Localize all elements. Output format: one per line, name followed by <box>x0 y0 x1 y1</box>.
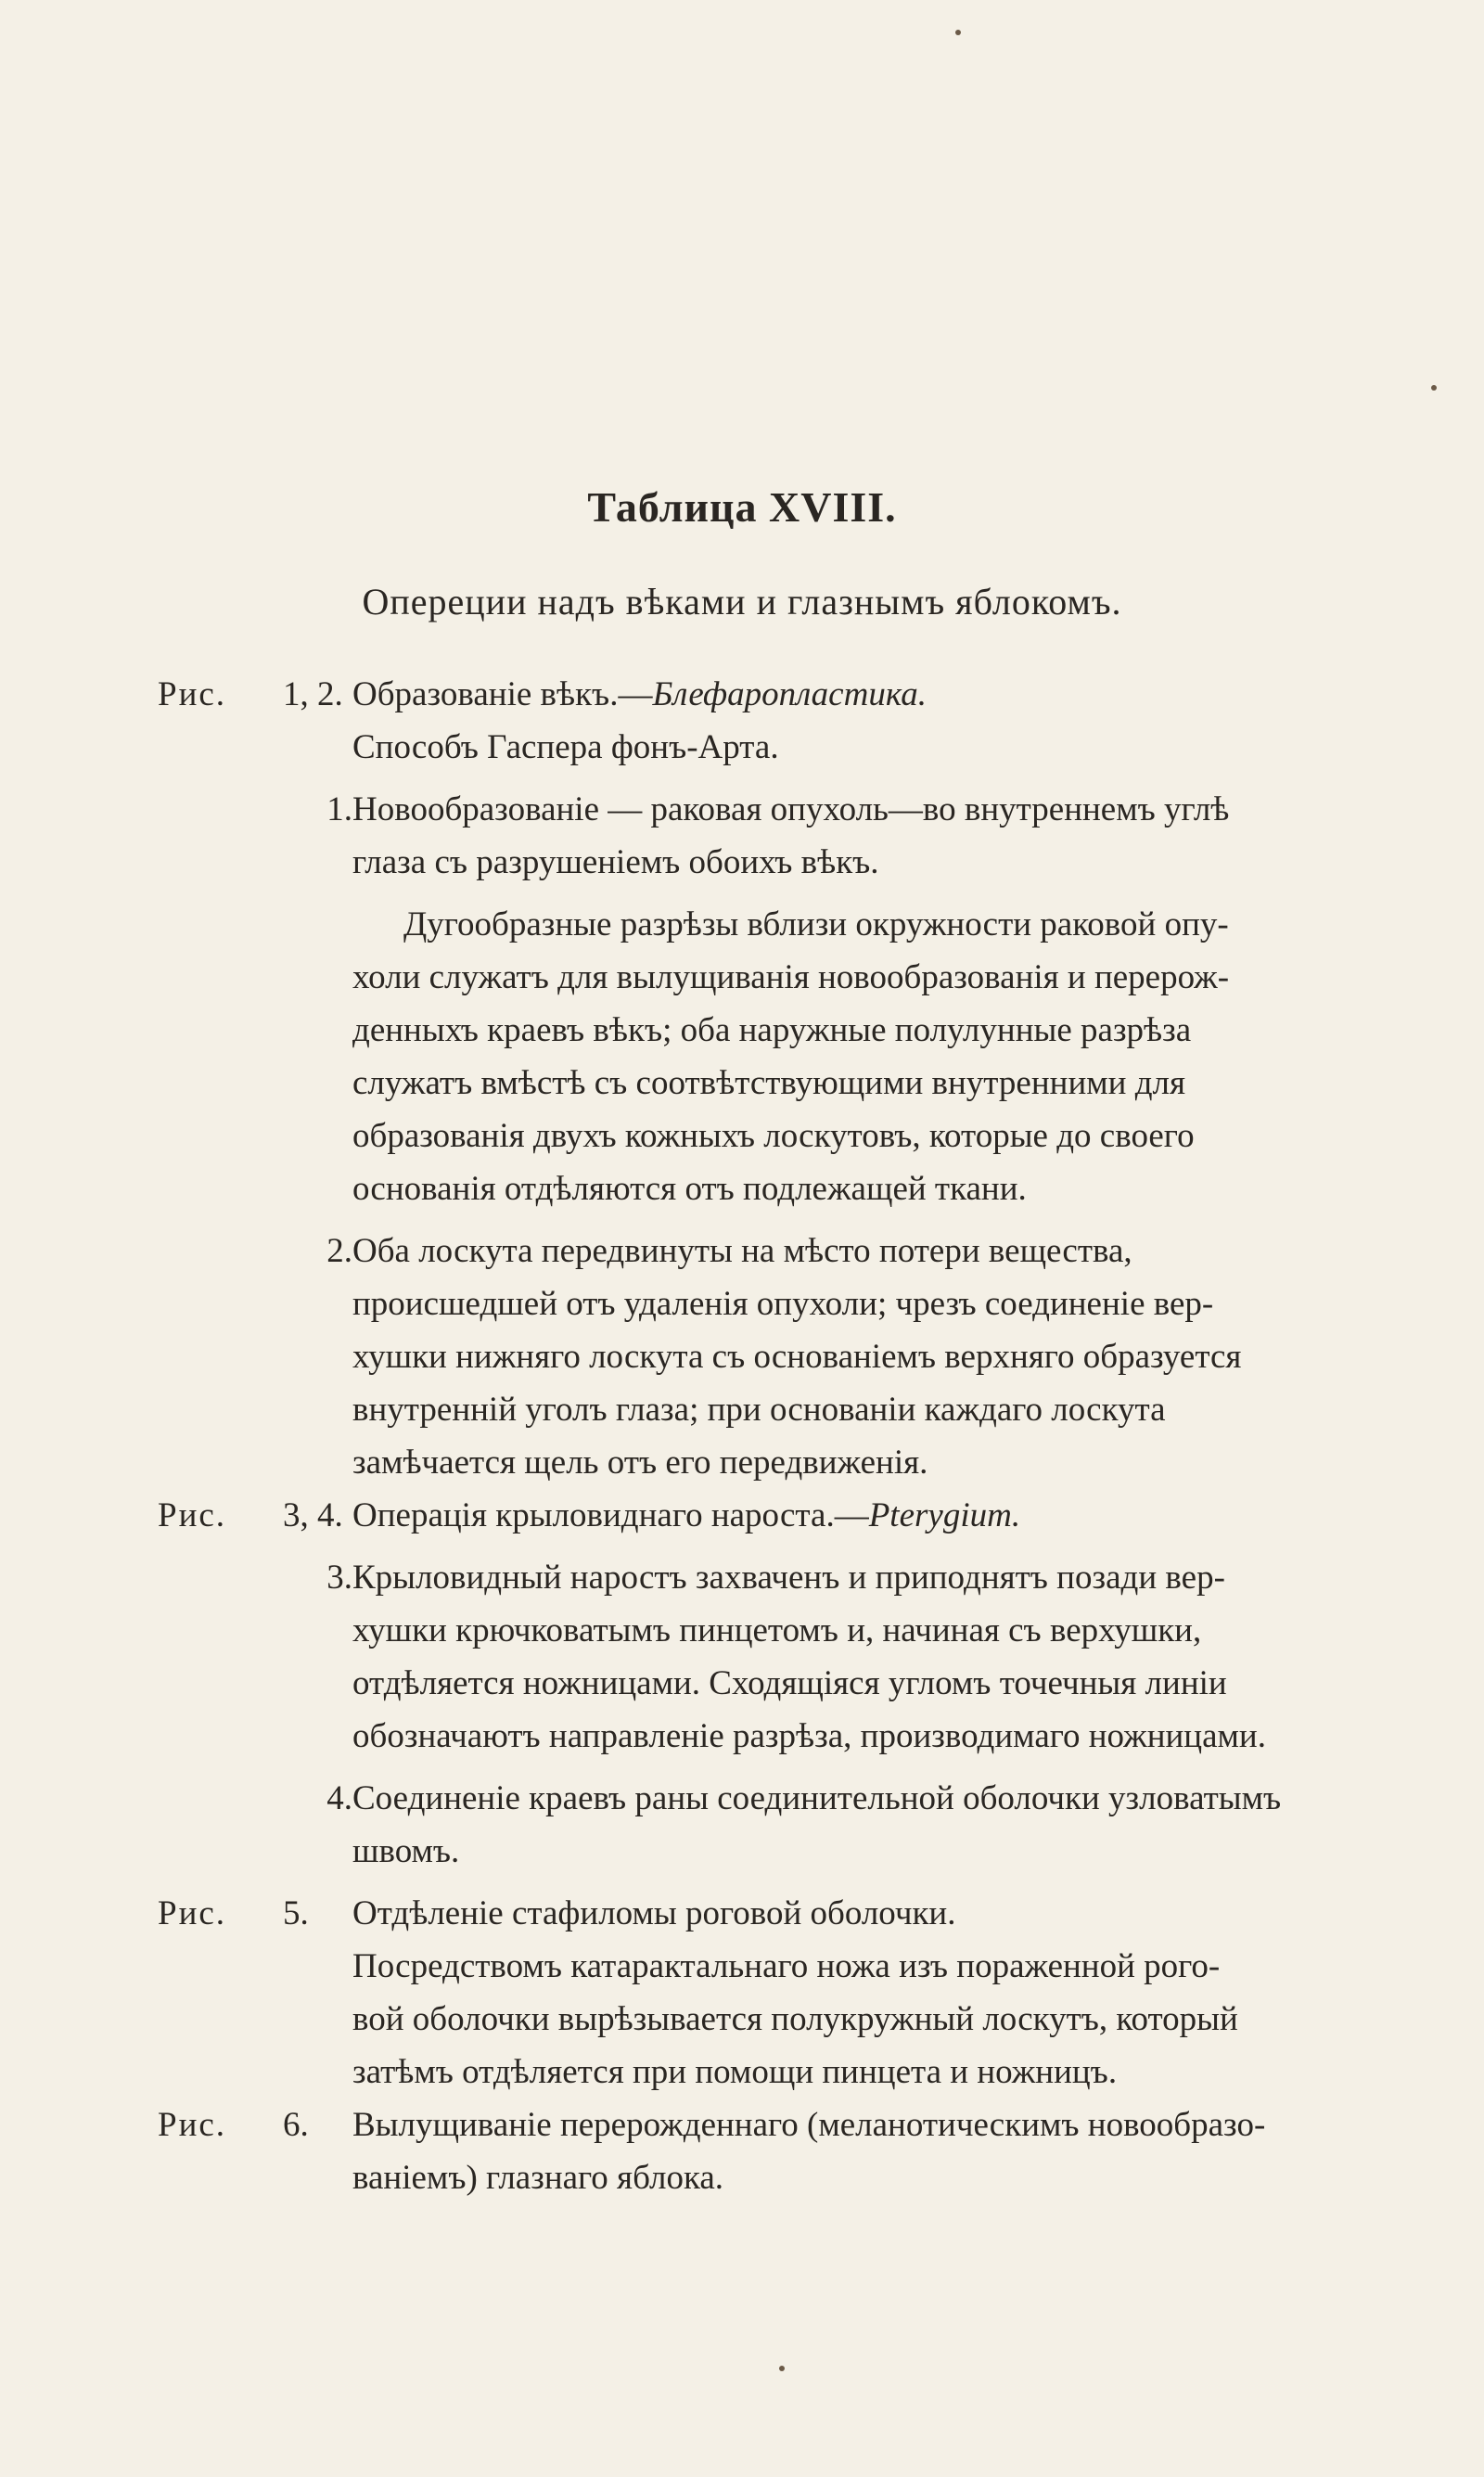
figure-entry-1-2 <box>158 668 1354 721</box>
figure-heading: Операція крыловиднаго нароста.— <box>352 1496 869 1534</box>
item-2 <box>158 1225 1354 1489</box>
figure-numbers: 5. <box>283 1894 309 1932</box>
figure-entry-5 <box>158 1887 1354 2098</box>
item-1-description <box>158 898 1354 1215</box>
text-line: ваніемъ) глазнаго яблока. <box>352 2159 724 2197</box>
text-line: Дугообразные разрѣзы вблизи окружности раковой опу- <box>403 905 1229 943</box>
text-line: швомъ. <box>352 1832 460 1870</box>
item-3 <box>158 1551 1354 1763</box>
figure-method: Способъ Гаспера фонъ-Арта. <box>352 728 779 766</box>
text-line: Оба лоскута передвинуты на мѣсто потери вещества, <box>352 1232 1132 1270</box>
text-line: отдѣляется ножницами. Сходящіяся угломъ точечныя линіи <box>352 1664 1227 1702</box>
text-line: происшедшей отъ удаленія опухоли; чрезъ соединеніе вер- <box>352 1285 1214 1323</box>
text-line: замѣчается щель отъ его передвиженія. <box>352 1444 928 1482</box>
text-line: хушки нижняго лоскута съ основаніемъ верхняго образуется <box>352 1338 1242 1376</box>
figure-label: Рис. <box>158 2106 227 2144</box>
text-line: затѣмъ отдѣляется при помощи пинцета и ножницъ. <box>352 2053 1118 2091</box>
text-line: образованія двухъ кожныхъ лоскутовъ, которые до своего <box>352 1117 1195 1155</box>
text-line: холи служатъ для вылущиванія новообразованія и перерож- <box>352 958 1230 996</box>
text-line: денныхъ краевъ вѣкъ; оба наружные полулунные разрѣза <box>352 1011 1192 1049</box>
item-number: 3. <box>326 1559 352 1597</box>
text-line: служатъ вмѣстѣ съ соотвѣтствующими внутренними для <box>352 1064 1186 1102</box>
paper-speck <box>955 30 961 35</box>
item-number: 2. <box>326 1232 352 1270</box>
page-subtitle: Опереции надъ вѣками и глазнымъ яблокомъ. <box>362 581 1122 622</box>
figure-heading-latin: Pterygium. <box>868 1496 1021 1534</box>
text-line: Вылущиваніе перерожденнаго (меланотическимъ новообразо- <box>352 2106 1266 2144</box>
figure-label: Рис. <box>158 675 227 713</box>
figure-label: Рис. <box>158 1894 227 1932</box>
item-4 <box>158 1772 1354 1878</box>
text-line: глаза съ разрушеніемъ обоихъ вѣкъ. <box>352 843 879 881</box>
figure-heading: Образованіе вѣкъ.— <box>352 675 653 713</box>
text-line: обозначаютъ направленіе разрѣза, производимаго ножницами. <box>352 1717 1266 1755</box>
figure-label: Рис. <box>158 1496 227 1534</box>
text-line: внутренній уголъ глаза; при основаніи каждаго лоскута <box>352 1391 1166 1429</box>
text-line: основанія отдѣляются отъ подлежащей ткани. <box>352 1170 1027 1208</box>
text-line: Отдѣленіе стафиломы роговой оболочки. <box>352 1894 956 1932</box>
item-number: 1. <box>326 790 352 828</box>
page-title: Таблица XVIII. <box>587 483 897 531</box>
item-number: 4. <box>326 1779 352 1817</box>
text-line: Посредствомъ катарактальнаго ножа изъ пораженной рого- <box>352 1947 1221 1985</box>
text-line: Новообразованіе — раковая опухоль—во внутреннемъ углѣ <box>352 790 1230 828</box>
item-1 <box>158 783 1354 889</box>
body-text <box>158 668 1354 2204</box>
paper-speck <box>779 2366 785 2371</box>
text-line: хушки крючковатымъ пинцетомъ и, начиная съ верхушки, <box>352 1611 1202 1649</box>
text-line: Соединеніе краевъ раны соединительной оболочки узловатымъ <box>352 1779 1282 1817</box>
figure-entry-6 <box>158 2098 1354 2204</box>
paper-speck <box>1431 385 1437 391</box>
figure-numbers: 1, 2. <box>283 675 343 713</box>
figure-numbers: 6. <box>283 2106 309 2144</box>
figure-heading-latin: Блефаропластика. <box>652 675 927 713</box>
text-line: Крыловидный наростъ захваченъ и приподнятъ позади вер- <box>352 1559 1225 1597</box>
text-line: вой оболочки вырѣзывается полукружный лоскутъ, который <box>352 2000 1238 2038</box>
figure-numbers: 3, 4. <box>283 1496 343 1534</box>
figure-entry-3-4 <box>158 1489 1354 1542</box>
